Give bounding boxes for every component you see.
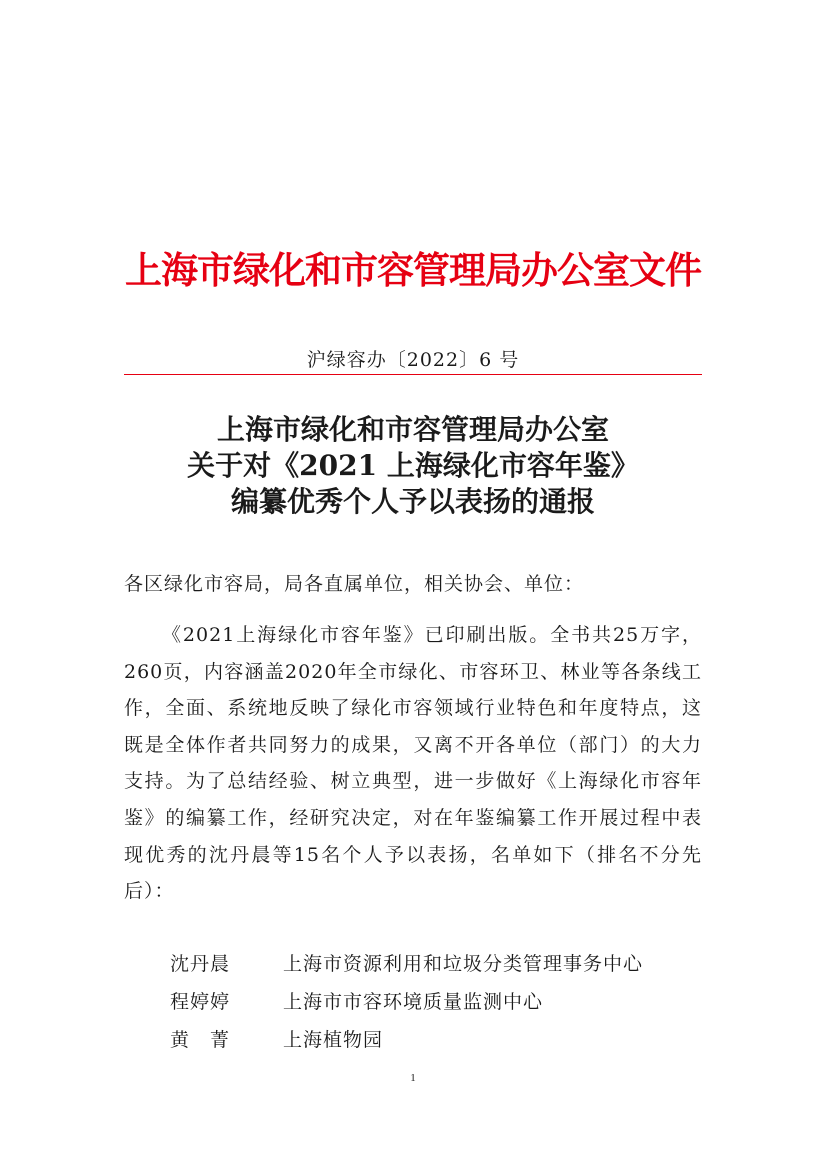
title-line-2: 关于对《2021 上海绿化市容年鉴》 — [187, 449, 639, 482]
honoree-name: 程婷婷 — [170, 991, 231, 1013]
honoree-unit: 上海市资源利用和垃圾分类管理事务中心 — [283, 953, 644, 975]
honoree-row — [170, 945, 710, 983]
body-paragraph: 《2021上海绿化市容年鉴》已印刷出版。全书共25万字，260页，内容涵盖2020年全市绿化、市容环卫、林业等各条线工作，全面、系统地反映了绿化市容领域行业特色和年度特点，这既是全体作者共同努力的成果，又离不开各单位（部门）的大力支持。为了总结经验、树立典型，进一步做好《上海绿化市容年鉴》的编纂工作，经研究决定，对在年鉴编纂工作开展过程中表现优秀的沈丹晨等15名个人予以表扬，名单如下（排名不分先后）： — [124, 624, 702, 903]
honoree-row — [170, 1021, 710, 1059]
salutation: 各区绿化市容局，局各直属单位，相关协会、单位： — [124, 573, 585, 595]
red-divider-line — [124, 374, 702, 375]
masthead-title: 上海市绿化和市容管理局办公室文件 — [125, 249, 701, 292]
title-line-1: 上海市绿化和市容管理局办公室 — [216, 413, 609, 446]
honoree-row — [170, 983, 710, 1021]
page-number: 1 — [410, 1072, 416, 1084]
honoree-name: 沈丹晨 — [170, 953, 231, 975]
honoree-unit: 上海市市容环境质量监测中心 — [283, 991, 544, 1013]
notice-title — [0, 412, 826, 520]
honoree-unit: 上海植物园 — [283, 1029, 384, 1051]
title-line-3: 编纂优秀个人予以表扬的通报 — [230, 485, 595, 518]
honoree-name: 黄 菁 — [170, 1029, 231, 1051]
document-number: 沪绿容办〔2022〕6 号 — [306, 349, 520, 371]
honoree-list — [170, 945, 710, 1059]
